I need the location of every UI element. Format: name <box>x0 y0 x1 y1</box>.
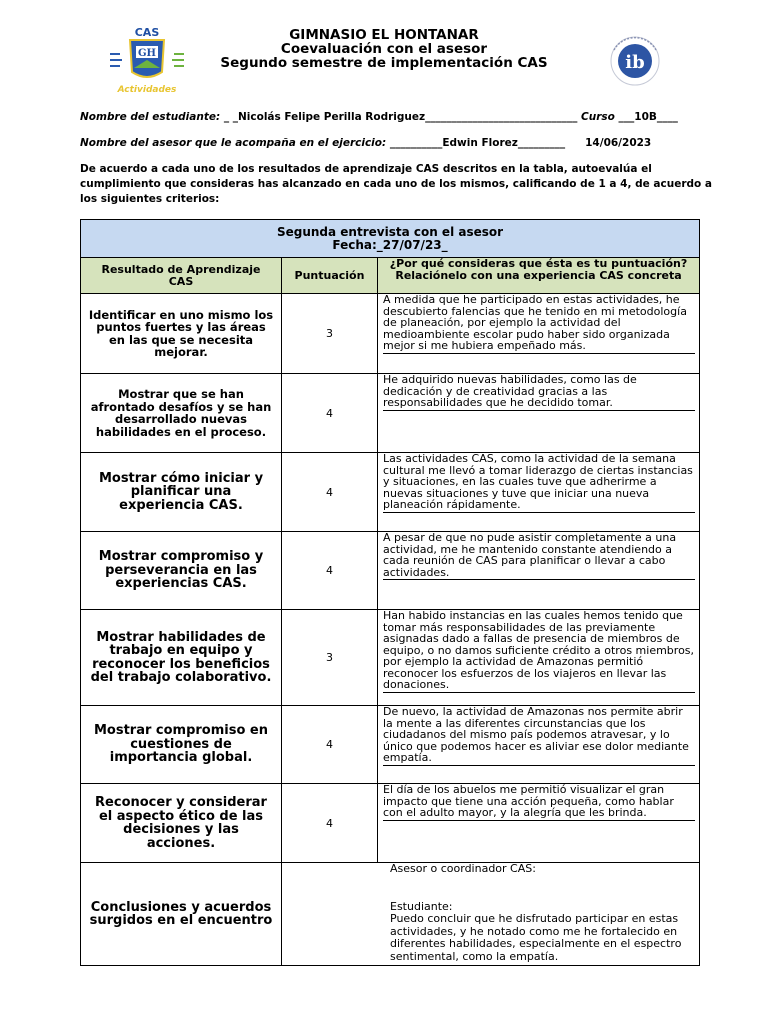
document-header <box>0 28 768 70</box>
table-row <box>81 706 700 784</box>
advisor-date: 14/06/2023 <box>585 137 652 149</box>
student-line <box>80 111 678 123</box>
semester-title: Segundo semestre de implementación CAS <box>220 55 548 71</box>
conclusions-row <box>81 863 700 966</box>
evaluation-table <box>80 219 700 966</box>
table-header-row <box>81 258 700 294</box>
outcome-cell: Mostrar que se han afrontado desafíos y se han desarrollado nuevas habilidades en el proceso. <box>81 374 282 453</box>
school-name: GIMNASIO EL HONTANAR <box>289 27 479 43</box>
column-header-reason: ¿Por qué consideras que ésta es tu puntuación? Relaciónelo con una experiencia CAS concreta <box>378 258 700 294</box>
outcome-cell: Mostrar habilidades de trabajo en equipo y reconocer los beneficios del trabajo colaborativo. <box>81 610 282 706</box>
column-header-score: Puntuación <box>282 258 378 294</box>
reason-text: A medida que he participado en estas actividades, he descubierto falencias que he tenido en mi metodología de planeación, por ejemplo la actividad del medioambiente escolar pudo haber sido organizada mejor si me hubiera empeñado más. <box>383 294 695 354</box>
reason-cell <box>378 610 700 706</box>
conclusions-label: Conclusiones y acuerdos surgidos en el encuentro <box>81 863 282 966</box>
course-value: ___10B____ <box>618 111 678 123</box>
outcome-cell: Mostrar cómo iniciar y planificar una experiencia CAS. <box>81 453 282 532</box>
reason-text: Han habido instancias en las cuales hemos tenido que tomar más responsabilidades de las previamente asignadas dado a fallas de presencia de miembros de equipo, o no damos suficiente crédito a otros miembros, por ejemplo la actividad de Amazonas permitió reconocer los esfuerzos de los viajeros en llevar las donaciones. <box>383 609 695 691</box>
outcome-cell: Identificar en uno mismo los puntos fuertes y las áreas en las que se necesita mejorar. <box>81 294 282 374</box>
table-row <box>81 784 700 863</box>
score-cell: 3 <box>282 610 378 706</box>
interview-date: Fecha:_27/07/23_ <box>332 237 448 252</box>
advisor-line <box>80 137 651 149</box>
score-cell: 4 <box>282 532 378 610</box>
outcome-cell: Mostrar compromiso en cuestiones de importancia global. <box>81 706 282 784</box>
score-cell: 4 <box>282 784 378 863</box>
reason-text: A pesar de que no pude asistir completamente a una actividad, me he mantenido constante atendiendo a cada reunión de CAS para planificar o llevar a cabo actividades. <box>383 532 695 580</box>
score-cell: 4 <box>282 374 378 453</box>
reason-cell <box>378 784 700 863</box>
reason-text: Las actividades CAS, como la actividad de la semana cultural me llevó a tomar liderazgo de ciertas instancias y situaciones, en las cuales tuve que adherirme a nuevas situaciones y tuve que iniciar una nueva planeación rápidamente. <box>383 453 695 513</box>
student-comment-text: Puedo concluir que he disfrutado participar en estas actividades, y he notado como me he fortalecido en diferentes habilidades, especialmente en el espectro sentimental, como la empatía. <box>390 912 682 963</box>
table-row <box>81 374 700 453</box>
column-header-outcome: Resultado de Aprendizaje CAS <box>81 258 282 294</box>
logo-gh-text: GH <box>138 48 156 59</box>
reason-cell <box>378 294 700 374</box>
table-row <box>81 610 700 706</box>
score-cell: 4 <box>282 453 378 532</box>
logo-cas-text: CAS <box>134 26 160 39</box>
table-row <box>81 453 700 532</box>
reason-text: De nuevo, la actividad de Amazonas nos permite abrir la mente a las diferentes circunstancias que los ciudadanos del mismo país podemos atravesar, y lo único que podemos hacer es aliviar ese dolor mediante empatía. <box>383 706 695 766</box>
table-title: Segunda entrevista con el asesor <box>276 224 504 239</box>
advisor-name-value: __________Edwin Florez_________ <box>389 137 566 149</box>
table-title-cell <box>81 220 700 258</box>
outcome-cell: Mostrar compromiso y perseverancia en las experiencias CAS. <box>81 532 282 610</box>
reason-cell <box>378 706 700 784</box>
reason-text: He adquirido nuevas habilidades, como las de dedicación y de creatividad gracias a las responsabilidades que he decidido tomar. <box>383 374 695 411</box>
student-comment-label: Estudiante: <box>390 899 453 913</box>
course-label: Curso <box>577 111 619 123</box>
advisor-label: Nombre del asesor que le acompaña en el ejercicio: <box>80 137 390 149</box>
document-subtitle: Coevaluación con el asesor <box>280 41 488 57</box>
student-label: Nombre del estudiante: <box>80 111 224 123</box>
reason-text: El día de los abuelos me permitió visualizar el gran impacto que tiene una acción pequeña, como hablar con el adulto mayor, y la alegría que les brinda. <box>383 784 695 821</box>
svg-text:ib: ib <box>625 52 645 73</box>
outcome-cell: Reconocer y considerar el aspecto ético de las decisiones y las acciones. <box>81 784 282 863</box>
score-cell: 3 <box>282 294 378 374</box>
reason-cell <box>378 532 700 610</box>
table-row <box>81 294 700 374</box>
table-row <box>81 532 700 610</box>
logo-actividades-text: Actividades <box>117 85 177 95</box>
instructions-paragraph: De acuerdo a cada uno de los resultados de aprendizaje CAS descritos en la tabla, autoevalúa el cumplimiento que consideras has alcanzado en cada uno de los mismos, calificando de 1 a 4, de acuerdo a los siguientes criterios: <box>80 163 712 205</box>
reason-cell <box>378 374 700 453</box>
conclusions-cell <box>282 863 700 966</box>
advisor-comment-label: Asesor o coordinador CAS: <box>390 862 536 875</box>
score-cell: 4 <box>282 706 378 784</box>
reason-cell <box>378 453 700 532</box>
student-name-value: _ _Nicolás Felipe Perilla Rodriguez_____________________________ <box>223 111 578 123</box>
